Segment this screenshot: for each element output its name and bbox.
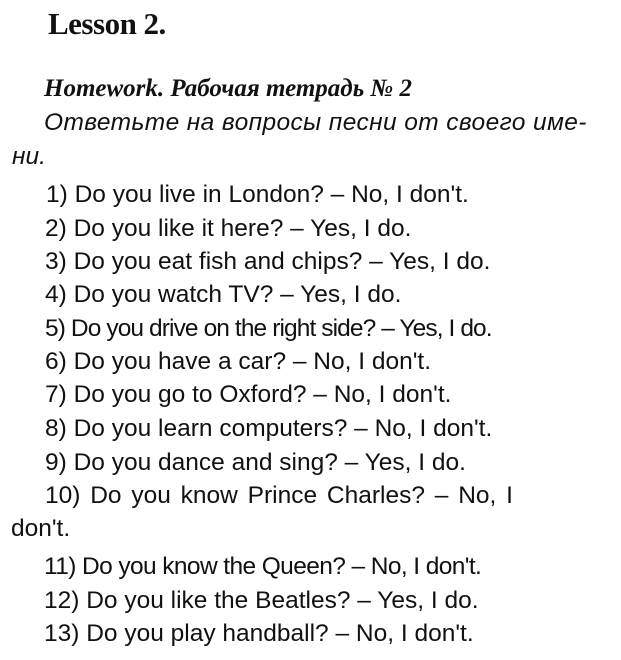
answer-text: Do you know the Queen? – No, I don't. (82, 553, 482, 580)
answer-number: 12) (44, 587, 80, 614)
answer-text: Do you watch TV? – Yes, I do. (73, 281, 402, 308)
answer-number: 10) (45, 482, 81, 509)
answer-text: Do you have a car? – No, I don't. (73, 348, 432, 375)
answer-number: 3) (45, 248, 67, 275)
answer-item (44, 584, 479, 617)
answer-continuation (11, 512, 70, 545)
lesson-title: Lesson 2. (48, 6, 166, 41)
answer-number: 1) (46, 181, 68, 208)
answer-text: Do you eat fish and chips? – Yes, I do. (73, 248, 491, 275)
answer-item (45, 479, 513, 512)
answer-item (45, 446, 466, 479)
answer-item (45, 278, 401, 311)
answer-number: 2) (45, 215, 67, 242)
answer-item (45, 345, 431, 378)
answer-number: 13) (44, 620, 80, 647)
answer-text: don't. (11, 515, 71, 542)
answer-number: 6) (45, 348, 67, 375)
answer-text: Do you go to Oxford? – No, I don't. (73, 381, 452, 408)
homework-heading: Homework. Рабочая тетрадь № 2 (44, 75, 412, 102)
answer-item (44, 550, 481, 583)
answer-item (45, 312, 492, 345)
answer-number: 5) (45, 315, 65, 342)
answer-text: Do you live in London? – No, I don't. (74, 181, 469, 208)
answer-item (46, 178, 469, 211)
answer-number: 11) (44, 553, 76, 580)
answer-number: 7) (45, 381, 67, 408)
answer-text: Do you know Prince Charles? – No, I (90, 482, 513, 509)
answer-item (45, 245, 490, 278)
answer-text: Do you like it here? – Yes, I do. (73, 215, 412, 242)
answer-text: Do you dance and sing? – Yes, I do. (73, 449, 466, 476)
answer-number: 9) (45, 449, 67, 476)
answer-item (44, 617, 474, 650)
instruction-line-1: Ответьте на вопросы песни от своего име- (44, 109, 587, 136)
instruction-line-2: ни. (12, 143, 46, 170)
answer-number: 4) (45, 281, 67, 308)
answer-text: Do you play handball? – No, I don't. (86, 620, 474, 647)
answer-item (45, 212, 411, 245)
answer-item (45, 412, 492, 445)
answer-text: Do you learn computers? – No, I don't. (73, 415, 493, 442)
answer-text: Do you drive on the right side? – Yes, I do. (70, 315, 492, 342)
answer-item (45, 378, 451, 411)
answer-text: Do you like the Beatles? – Yes, I do. (86, 587, 479, 614)
answer-number: 8) (45, 415, 67, 442)
